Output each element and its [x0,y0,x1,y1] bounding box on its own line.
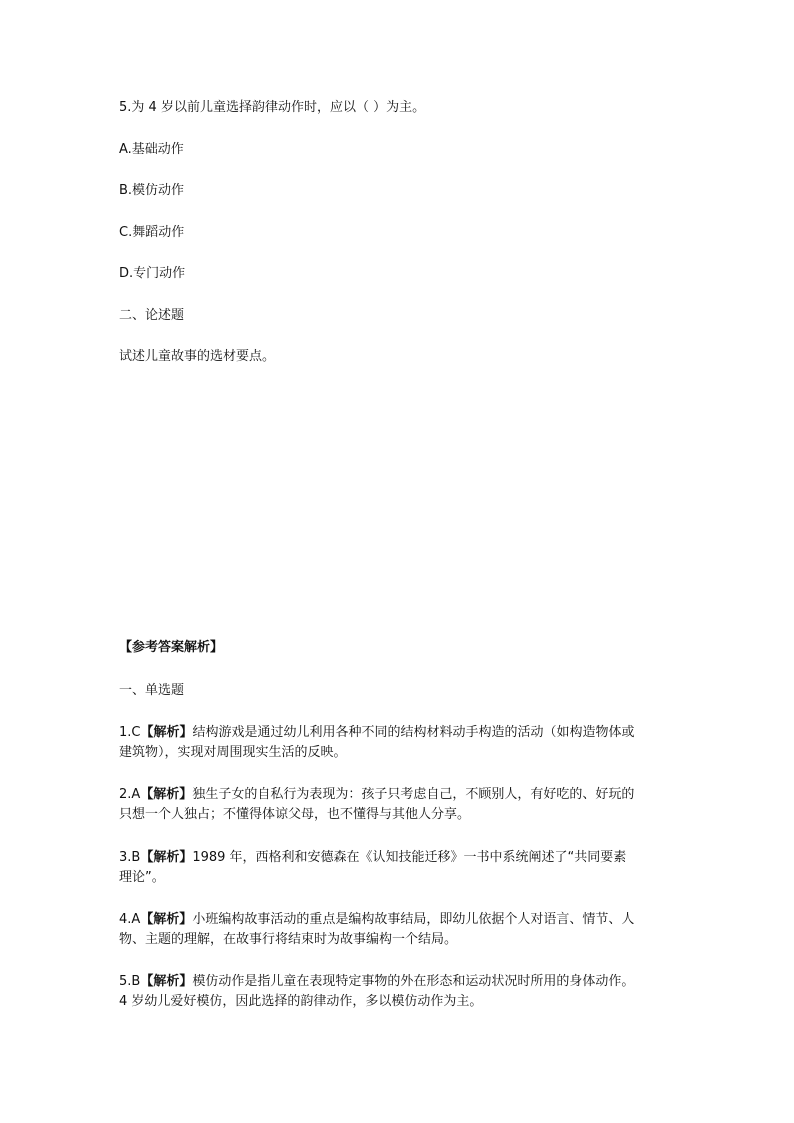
answer-4-text-1: 小班编构故事活动的重点是编构故事结局，即幼儿依据个人对语言、情节、人 [192,912,635,927]
answer-3-tag: 【解析】 [140,850,193,865]
answer-5-label: 5.B [119,974,141,989]
option-c: C.舞蹈动作 [119,225,185,240]
option-d: D.专门动作 [119,266,186,281]
answer-5-line-1 [119,972,679,992]
answer-2-line-1 [119,785,679,805]
answer-3-label: 3.B [119,850,141,865]
answer-4-label: 4.A [119,912,141,927]
answer-5-tag: 【解析】 [140,974,193,989]
answer-4-line-2: 物、主题的理解，在故事行将结束时为故事编构一个结局。 [119,932,458,947]
answer-3-line-1 [119,848,679,868]
answer-1-label: 1.C [119,725,141,740]
essay-section-heading: 二、论述题 [119,308,185,323]
answer-5-line-2: 4 岁幼儿爱好模仿，因此选择的韵律动作，多以模仿动作为主。 [119,994,483,1009]
question-5-stem: 5.为 4 岁以前儿童选择韵律动作时，应以（ ）为主。 [119,100,426,115]
answer-1-line-2: 建筑物），实现对周围现实生活的反映。 [119,745,347,760]
answer-2-line-2: 只想一个人独占；不懂得体谅父母，也不懂得与其他人分享。 [119,807,471,822]
option-b: B.模仿动作 [119,183,185,198]
answer-5 [119,972,679,1012]
answer-4-line-1 [119,910,679,930]
answer-4-tag: 【解析】 [140,912,193,927]
answer-3 [119,848,679,888]
answer-2-tag: 【解析】 [140,787,193,802]
answer-1-line-1 [119,723,679,743]
essay-question: 试述儿童故事的选材要点。 [119,349,276,364]
answer-4 [119,910,679,950]
answer-2-label: 2.A [119,787,141,802]
answer-3-line-2: 理论”。 [119,870,165,885]
answer-3-text-1: 1989 年，西格利和安德森在《认知技能迁移》一书中系统阐述了“共同要素 [192,850,627,865]
answer-2 [119,785,679,825]
option-a: A.基础动作 [119,142,184,157]
answer-2-text-1: 独生子女的自私行为表现为：孩子只考虑自己，不顾别人，有好吃的、好玩的 [192,787,635,802]
answer-1 [119,723,679,763]
answers-section-heading: 一、单选题 [119,683,185,698]
answers-heading: 【参考答案解析】 [119,640,224,655]
answer-5-text-1: 模仿动作是指儿童在表现特定事物的外在形态和运动状况时所用的身体动作。 [192,974,635,989]
answer-1-text-1: 结构游戏是通过幼儿利用各种不同的结构材料动手构造的活动（如构造物体或 [192,725,635,740]
answer-1-tag: 【解析】 [140,725,193,740]
